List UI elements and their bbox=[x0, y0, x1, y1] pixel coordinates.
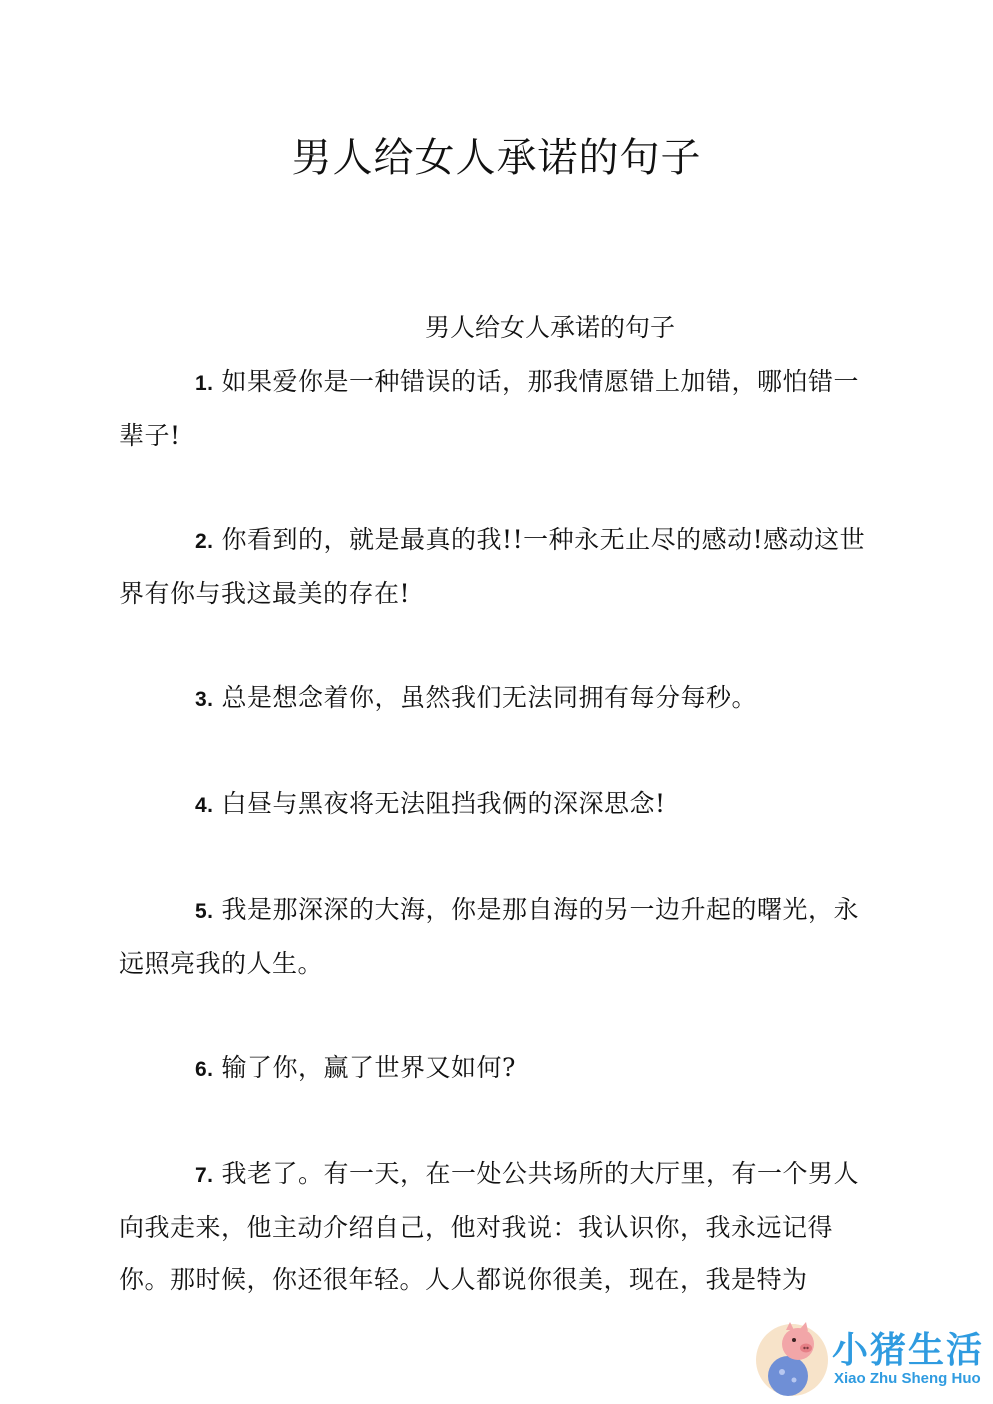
paragraph-text: 白昼与黑夜将无法阻挡我俩的深深思念! bbox=[221, 789, 666, 818]
paragraph-3 bbox=[119, 672, 877, 726]
document-title: 男人给女人承诺的句子 bbox=[291, 135, 702, 181]
paragraph-text: 我是那深深的大海，你是那自海的另一边升起的曙光，永远照亮我的人生。 bbox=[119, 895, 860, 978]
paragraph-text: 输了你，赢了世界又如何? bbox=[221, 1053, 516, 1082]
paragraph-text: 总是想念着你，虽然我们无法同拥有每分每秒。 bbox=[221, 683, 758, 712]
paragraph-number: 5. bbox=[195, 900, 214, 923]
paragraph-number: 2. bbox=[195, 530, 214, 553]
document-subtitle: 男人给女人承诺的句子 bbox=[424, 313, 675, 342]
pig-mascot-icon bbox=[752, 1318, 832, 1398]
paragraph-2 bbox=[119, 514, 877, 620]
paragraph-1 bbox=[119, 356, 877, 462]
paragraph-number: 7. bbox=[195, 1164, 214, 1187]
paragraph-number: 3. bbox=[195, 688, 214, 711]
paragraph-text: 如果爱你是一种错误的话，那我情愿错上加错，哪怕错一辈子! bbox=[119, 367, 860, 450]
paragraph-number: 4. bbox=[195, 794, 214, 817]
paragraph-7 bbox=[119, 1148, 877, 1306]
paragraph-4 bbox=[119, 778, 877, 832]
watermark-subtitle: Xiao Zhu Sheng Huo bbox=[834, 1370, 981, 1387]
paragraph-6 bbox=[119, 1042, 877, 1096]
paragraph-text: 你看到的，就是最真的我!!一种永无止尽的感动!感动这世界有你与我这最美的存在! bbox=[119, 525, 866, 608]
watermark bbox=[752, 1318, 988, 1398]
paragraph-5 bbox=[119, 884, 877, 990]
document-body bbox=[119, 356, 877, 1358]
paragraph-text: 我老了。有一天，在一处公共场所的大厅里，有一个男人向我走来，他主动介绍自己，他对我说：我认识你，我永远记得你。那时候，你还很年轻。人人都说你很美，现在，我是特为 bbox=[119, 1159, 860, 1294]
paragraph-number: 6. bbox=[195, 1058, 214, 1081]
watermark-name: 小猪生活 bbox=[832, 1330, 985, 1371]
paragraph-number: 1. bbox=[195, 372, 214, 395]
